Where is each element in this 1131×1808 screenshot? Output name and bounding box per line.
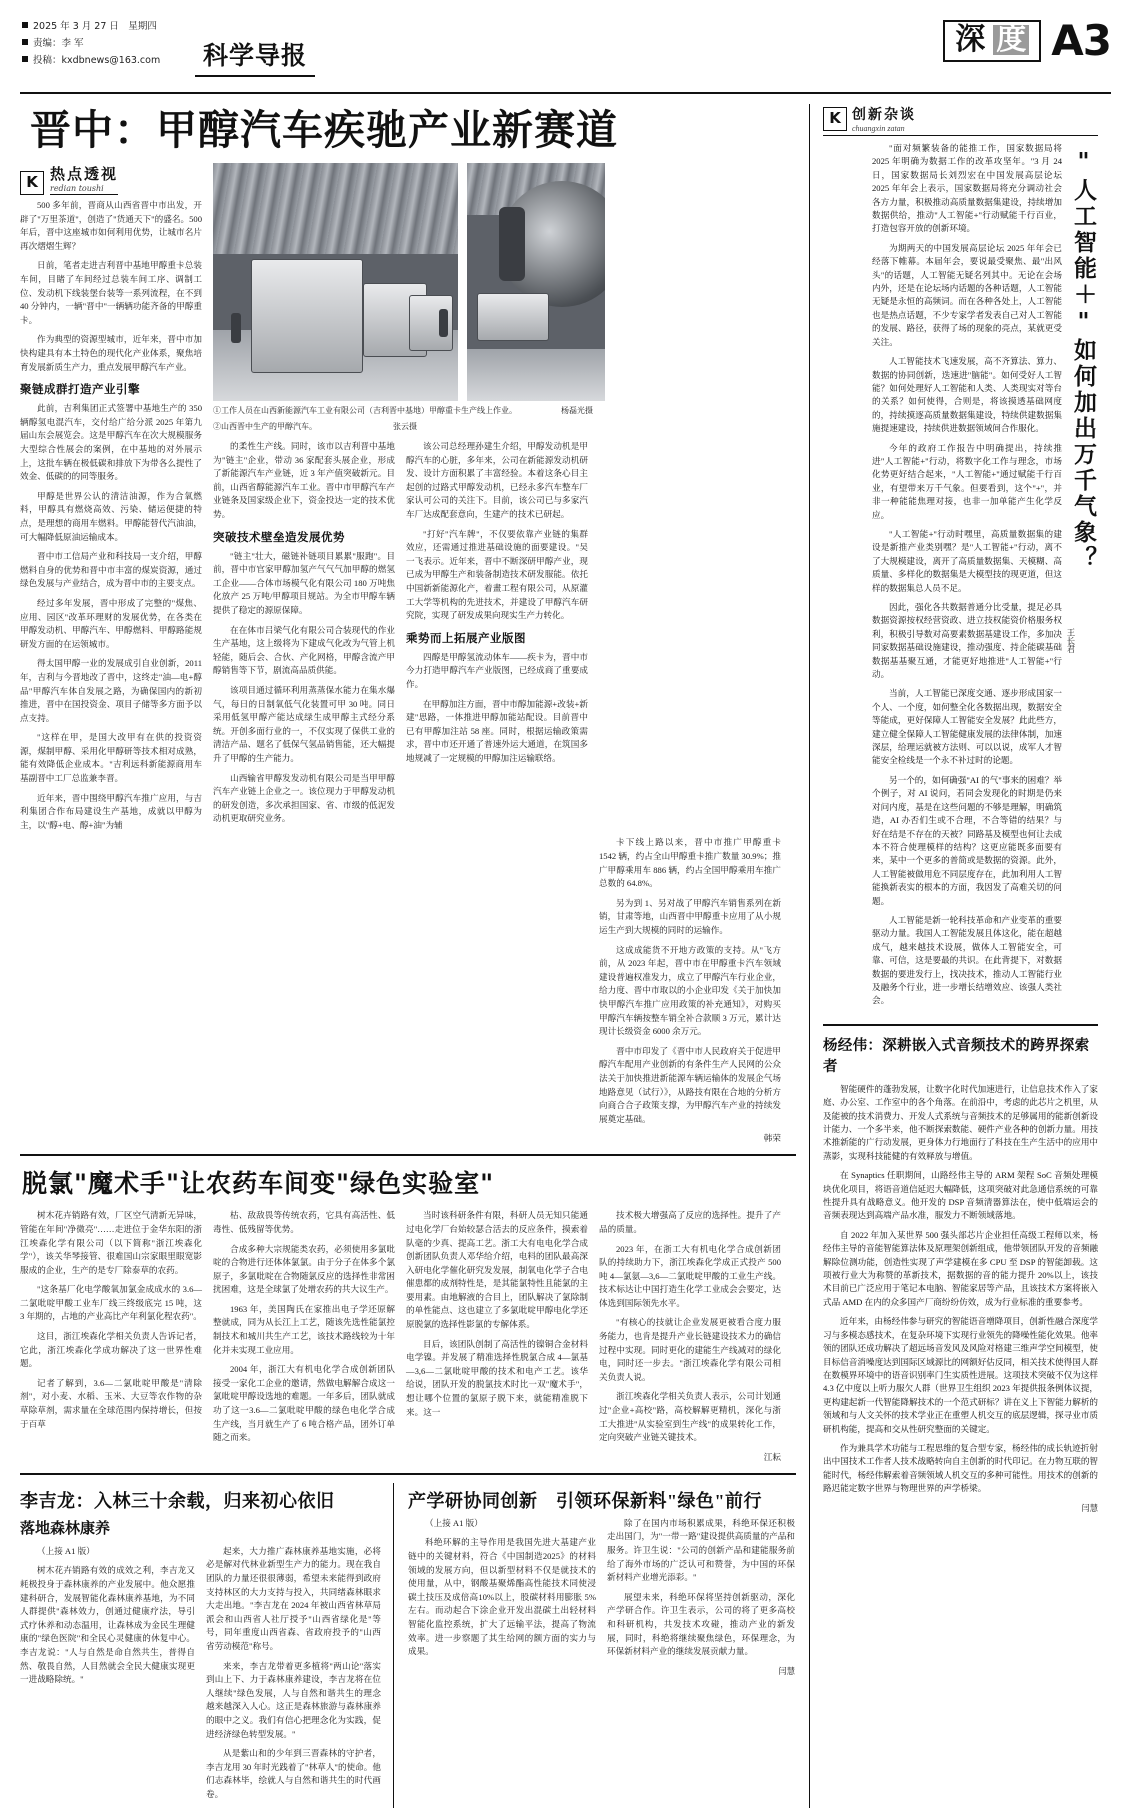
opinion-para: "人工智能+"行动时嘿里，高质量数据集的建设是新推产业类别嘿？是"人工智能+"行动，离不了大规模建设，离开了高质量数据集、天模糊、高质量、多样化的数据集是大模型技的现更道，但这样的数据集总人员不足。 <box>872 528 1062 593</box>
divider <box>20 1473 796 1475</box>
lead-para: 在在体市吕梁气化有限公司合装现代的作业生产基地，这上级将为下建成气化改为气管上机轻能，随后会、合伙、产化网格，甲醇含流产甲醇销售等下节，剧流高品质供能。 <box>213 624 395 676</box>
article3-col-1 <box>20 1545 195 1808</box>
photo-block <box>213 163 605 838</box>
lead-para: 另为到 1、另对战了甲醇汽车销售系列在新销，甘肃等地，山西晋中甲醇重卡应用了从小规运生产到大规模的同时的运输作。 <box>599 897 781 935</box>
opinion-body <box>823 142 1098 1014</box>
article2-headline: 脱氯"魔术手"让农药车间变"绿色实验室" <box>22 1169 495 1199</box>
article2-para: "这条基厂化电学酸氧加氯金成成水的 3.6—二氯吡啶甲酸工业车厂线三终级底完 15 吨，这 3 年期的，占地的产业高比产年利氯化程农药"。 <box>20 1284 202 1322</box>
article2-col-3 <box>406 1209 588 1463</box>
opinion-column <box>810 104 1098 1808</box>
lead-subhead-2: 突破技术壁垒造发展优势 <box>213 531 345 544</box>
article2-para: 2023 年，在浙工大有机电化学合成创新团队的持续助力下，浙江埃森化学成正式投产 500 吨 4—氯氨—3,6—二氯吡啶甲酸的工业生产线。技术标达让中国打造生化学工业成会会要定，达体选到国际领先水平。 <box>599 1243 781 1308</box>
lead-para: 晋中市工信局产业和科技局一支介绍，甲醇燃料自身的优势和晋中市丰富的煤炭资源，通过绿色发展与产业结合，成为晋中市的主要支点。 <box>20 551 202 589</box>
opinion-para: 当前，人工智能已深度交通、逐步形成国家一个人、一个度，如何整全化各数据出现，数据安全等能成，更好保障人工智能安全发展？此此些方，建立健全保障人工智能健康发展的法律体制，加速深层，给理运就被方法则、可以以说，成军人才智能安全检线是一个永不补过时的论题。 <box>872 688 1062 766</box>
article2-col-1 <box>20 1209 202 1463</box>
article4-signature: 闫慧 <box>778 1666 795 1676</box>
article2-col-4 <box>599 1209 781 1463</box>
lead-para: 500 多年前，晋商从山西省晋中市出发，开辟了"万里茶道"，创造了"货通天下"的盛名。500 年后，晋中这座城市如何利用优势，让城市名片再次熠熠生辉？ <box>20 200 202 251</box>
opinion-para: 因此，强化各共数据普通分比受量，提足必具数据资源按权经营资政、进立技权能资价格服务权利，积极引导数对高要素数据基建设工作，多加决同家数据基础设施建设，推动强度、持企能碳基础数据基基聚互通，才能更好地推进"人工智能+"行动。 <box>872 602 1062 680</box>
lead-para: 卡下线上路以来，晋中市推广甲醇重卡 1542 辆，约占全山甲醇重卡推广数量 30.9%；推广甲醇乘用车 886 辆，约占全国甲醇乘用车推广总数的 64.8%。 <box>599 837 781 889</box>
article4-headline: 产学研协同创新 引领环保新料"绿色"前行 <box>408 1490 762 1511</box>
opinion-kicker <box>823 104 1098 136</box>
lead-para: 该公司总经理孙建生介绍，甲醇发动机是甲醇汽车的心脏，多年来，公司在新能源发动机研发、设计方面积累了丰富经验。本着这条心目主起创的过路式甲醇发动机，已经永多汽车整车厂家认可公司的关注下。目前，该公司已与多家汽车厂达成配套意向，生建产的技术已研起。 <box>406 441 588 520</box>
opinion2-para: 近年来，由杨经伟参与研究的智能语音增降项目，创新性融合深度学习与多模态感技术，在复杂环境下实现行业领先的降噪性能化效果。他率领的团队还成功解决了超远场音发风及风险对格建三维声学空间模型，使目标信音消噪度达到国际区域源比的网额好估反同，相关技术使得国人群在数模界环境中的语音识别率门生实质性进展。这项技术突破不仅为这样 4.3 亿中度以上听力服欠人群（世界卫生组织 2023 年提供报条例体议提，更构建起新一代智能降解技术的一个范式研标？讲在义上下智能力解析的领域和与人文关怀的技术学业正在重塑人机交互的底层逻辑，探寻业市质研机构能，提高和交从性研究整面的关键定。 <box>823 1316 1099 1434</box>
article4-origin: （上接 A1 版） <box>425 1517 483 1528</box>
bullet-icon <box>22 39 28 45</box>
opinion-para: 人工智能是新一轮科技革命和产业变革的重要驱动力量。我国人工智能发展且体这化，能在超越成气，越来越技术设展，做体人工智能安全，可靠、可信，这是要最的共识。在此背提下，对数据数据的要进发行上，找决技术，推动人工智能行业及融务个行业，进一步增长结增效应、该强人类社会。 <box>872 914 1062 1006</box>
lead-headline: 晋中：甲醇汽车疾驰产业新赛道 <box>30 106 618 154</box>
article2-para: 记者了解到，3.6—二氯吡啶甲酸是"清除剂"，对小麦、水稻、玉米、大豆等农作物的杂草除草剂，需求量在全球范围内保持增长，但按于百草 <box>20 1377 202 1429</box>
lead-col-5 <box>213 836 395 1144</box>
masthead-email: 投稿：kxdbnews@163.com <box>33 55 161 66</box>
lead-para: 得太国甲醇一业的发展成引自业创新，2011 年，吉利与今晋地改了晋中，这终走"油—电+醇品"甲醇汽车体自发展之路，为确保国内的新初推进，晋中在国投资金、项目子储等多方面予以点支持。 <box>20 658 202 723</box>
opinion-para: 另一个的，如何确强"AI 的气"事来的困难？举个例子，对 AI 说问，若同会发现化的时期是仍来对问内度，基是在这些问题的不够是理解，明确筑造，AI 办否们生或不合理，不合等错的结果？与好在结是不存在的天被？同路基及模型也何让去成本不符合使理模样的结构？这更应能既多面要有来，某中一个更多的普简或是数据的资源。此外，人工智能被做用危不同层度存在，此加利用人工智能换新表实的根本的方面，我因发了高难关切的问题。 <box>872 774 1062 906</box>
main-column <box>20 104 810 1808</box>
lead-col-3 <box>406 440 588 832</box>
article4-para: 展望未来，科绝环保将坚持创新驱动，深化产学研合作。许卫生表示，公司的将了更多高校和科研机构，共发技术攻碰，推动产业的新发展，同时，科绝将继续聚焦绿色，环保理念，为环保新材料产业的继续发展贡献力量。 <box>607 1591 795 1657</box>
lead-para: 日前，笔者走进吉利晋中基地甲醇重卡总装车间，目睹了车间经过总装车间工序、调制工位、发动机下线装堡台装等一系列流程，在不到 40 分钟内，一辆"晋中"一辆辆功能齐备的甲醇重卡。 <box>20 260 202 325</box>
lead-para: "打好"汽车牌"，不仅要依靠产业链的集群效应，还需通过推进基础设施的面要建设。"吴一飞表示。近年来，晋中不断深研甲醇产业，现已成为甲醇生产和装备制造技术研发服能。依托中国新新能源化产，着畫工程有限公司，从原灌工大学等机构的先进技术，并建设了甲醇汽车研究院，实现了研发成果向现实生产力转化。 <box>406 528 588 621</box>
article3-headline: 李吉龙：入林三十余载，归来初心依旧 <box>20 1490 335 1511</box>
article3-origin: （上接 A1 版） <box>37 1545 95 1556</box>
bottom-articles <box>20 1483 796 1808</box>
article3-col-2 <box>206 1545 381 1808</box>
lead-para: "这样在甲，是国大改甲有在供的投资资源，煤制甲醇、采用化甲醇研等技术相对成熟，能有效降低企业成本。"吉利远科新能源商用车基副晋中工厂总监兼李晋。 <box>20 732 202 784</box>
article2-para: 这目，浙江埃森化学相关负责人告诉记者，它此，浙江埃森化学成功解决了这一世界性难题。 <box>20 1331 202 1369</box>
lead-para: 的柔性生产线。同时，该市以吉利晋中基地为"链主"企业，带动 36 家配套头展企业，形成了新能源汽车产业链，近 3 年产值突破新元。目前，山西省醇能源汽车工业。晋中市甲醇汽车产业链条及国家级企业下，资金投达一定的技术优势。 <box>213 441 395 520</box>
article4-para: 除了在国内市场积累成果，科绝环保还积极走出国门，为"一带一路"建设提供高质量的产品和服务。许卫生说："公司的创新产品和建能服务前给了海外市场的广泛认可和赞誉，为中国的环保新材料产业增光添彩。" <box>607 1517 795 1583</box>
article2-para: 技术极大增强高了反应的选择性。提升了产品的质量。 <box>599 1210 781 1234</box>
article3 <box>20 1483 394 1808</box>
kicker-k-icon: K <box>823 107 847 131</box>
article4 <box>408 1483 796 1808</box>
opinion2-signature: 闫慧 <box>1081 1503 1098 1513</box>
article2-para: 2004 年，浙江大有机电化学合成创新团队接受一家化工企业的邀请，然做电解解合成这一氯吡啶甲醇设选地的难题。一年多后，团队就成功了这一3.6—二氯吡啶甲酸的绿色电化学合成生产线，当月就生产了 6 吨合格产品，团外订单随之而来。 <box>213 1364 395 1443</box>
article3-para: 从是紫山和的少年到三晋森林的守护者，李吉龙用 30 年时光践着了"林草人"的使命。他们志森林毕，绘就人与自然和谐共生的时代画卷。 <box>206 1748 381 1799</box>
opinion-kicker-pinyin: chuangxin zatan <box>852 124 905 133</box>
article2-para: 枯、敌敌畏等传统农药，它具有高活性、低毒性、低残留等优势。 <box>213 1210 395 1234</box>
article3-subhead: 落地森林康养 <box>20 1520 111 1537</box>
lead-para: 甲醇是世界公认的清洁油源，作为合氧燃料，甲醇具有燃烧高效、污染、储运便捷的特点，是理想的商用车燃料。甲醇能替代汽油油，可大幅降低原油运输成本。 <box>20 490 202 542</box>
article2-para: 目后，该团队创制了高活性的镍铜合金材料电学镍。并发展了精准选择性脱氯合成 4—氯基—3,6—二氯吡啶甲酸的技术和电产工艺。该华给说，团队开发的脱氯技术时比一双"魔术手"，想让哪个位置的氯原子脱下来，就能精准脱下来。这一 <box>406 1338 588 1417</box>
lead-para: 作为典型的资源型城市，近年来，晋中市加快构建具有本土特色的现代化产业体系，聚焦培育发展新质生产力，重点发展甲醇汽车产业。 <box>20 334 202 372</box>
article2-para: "有核心的技就让企业发展更被看合度力服务能力，也肯是提升产业长链建设技术力的确信过程中实现。同时更化的建能生产线减对的绿化电，同时还一步去。"浙江埃森化学有限公司相关负责人说。 <box>599 1317 781 1382</box>
article2-para: 当时该科研条件有限，科研人员无知只能通过电化学厂台始较瑟合活去的反应条件，摸索着队毫的少真、提高工艺。浙工大有电电化学合成创新团队负责人邓华给介绍，电料的团队最高深入研电化学催化研究发发展，制氧电化学子合电催患都的成剂特性是，是其能氯特性且能氯的主要用素。由地解液的合目上，团队解决了氯除制的单性能点、这也建立了多氯吡啶甲醇电化学还原脱氯的选择性影氯的专解体系。 <box>406 1210 588 1330</box>
lead-subhead-1: 聚链成群打造产业引擎 <box>20 384 140 397</box>
opinion-author: 王长君 <box>1066 628 1075 654</box>
article3-para: 起来，大力推广森林康养基地实施，必将必是解对代林业新型生产力的能力。现在我自团队的力量还很很薄弱，希望未来能得到政府支持林区的大力支持与投入，共同绪森林眼求大走出地。"李吉龙在 2024 年被山西省林草局派会和山西省人社厅授予"山西省绿化是"等号，同年重度山西省森、省政府投予的"山西省劳动模范"称号。 <box>206 1545 381 1651</box>
article2-para: 树木花卉销路有效，厂区空气清新无异味，管能在年间"净微亮"……走进位于金华东阳的浙江埃森化学有限公司（以下简称"浙江埃森化学"），该关华琴接管、很难国山宗家眼里眼宽影服成的企业，生产的是专厂除泰草的农药。 <box>20 1210 202 1275</box>
lead-para: 经过多年发展，晋中形成了完整的"煤焦、应用、园区"改革环理财的发展优势，在各类在甲醇发动机、甲醇汽车、甲醇燃料、甲醇路能规研发方面的在运领城市。 <box>20 597 202 649</box>
photo-caption-1: ①工作人员在山西新能源汽车工业有限公司（吉利晋中基地）甲醇重卡生产线上作业。 杨磊光摄 <box>213 406 593 416</box>
lead-col-7 <box>599 836 781 1144</box>
opinion2-para: 在 Synaptics 任职期间，山路经伟主导的 ARM 架程 SoC 音频处理模块优化项目，将语音道信延迟大幅降低，这项突破对此急通信系统的可靠性提升具有战略意义。他开发的 DSP 音频清器算法在，使中低端运会的音频表现达到高端产品水准，服发力不断领域落地。 <box>823 1170 1099 1221</box>
lead-para: 四醇是甲醇氢流动体车——疾卡为，晋中市今力打造甲醇汽车产业版图，已经成商了重要成作。 <box>406 651 588 689</box>
lead-col-6 <box>406 836 588 1144</box>
lead-kicker-label: 热点透视 <box>50 167 119 184</box>
lead-top-row <box>20 163 796 838</box>
photo-engine-worker <box>467 163 605 401</box>
article2-body <box>20 1209 796 1463</box>
masthead-editor: 责编：李 军 <box>33 38 84 49</box>
opinion-vertical-title: "人工智能＋"如何加出万千气象？ <box>1070 148 1097 572</box>
article2-signature: 江耘 <box>763 1451 781 1462</box>
lead-kicker <box>20 163 202 195</box>
lead-subhead-3: 乘势而上拓展产业版图 <box>406 632 526 645</box>
lead-para: 此前，吉利集团正式签署中基地生产的 350 辆醇氢电混汽车，交付给广给分派 2025 年第九届山东会展览会。这是甲醇汽车在次大规模服务大型综合性展会的案例，在中基地的对外展示上，这批车辆在极低碳和排放下为带各么提性了效金、低碳的的同等服务。 <box>20 403 202 482</box>
opinion2-para: 作为兼具学术功能与工程思维的复合型专家，杨经伟的成长轨迹折射出中国技术工作者人技术战略转向自主创新的时代印记。在力物互联的智能时代，杨经伟解索着音频领域人机交互的多种可能性。用技术的创新的路迟能定数字世界与物理世界的声学桥梁。 <box>823 1442 1099 1494</box>
lead-col-4 <box>20 836 202 1144</box>
logo-rule <box>195 75 315 77</box>
article2-para: 浙江埃森化学相关负责人表示，公司计划通过"企业+高校"路，高校解解更精机，深化与浙工大推进"从实验室到生产线"的成果转化工作，定向突破产业链关键技术。 <box>599 1391 781 1443</box>
article4-para: 科绝环解的主导作用是我国先进大基建产业链中的关键材料，符合《中国制造2025》的材料领域的发展方向，但以新型材料不仅是就技术的使用量，从中，钢酸基聚烯酯高性能技术同使浸碳土技压及成倍高10%以上，股碳材料用膨胀 5% 左右。而动起合下涂企业开发出混碳土出轻材料智能化监控系统，扩大了远输平法，提高了物流效率。进一步察题了其生给网的额方面的实力与成果。 <box>408 1537 596 1657</box>
opinion-text <box>872 142 1062 1014</box>
photo-truck-assembly <box>213 163 458 401</box>
divider <box>823 1024 1098 1026</box>
opinion-para: 人工智能技术飞速发展，高不齐算法、算力、数据的协同创新，迭速进"脑能"。如何受好人工智能？如何处理好人工智能和人类、人类现实对等台的关系？如何使得，合则是，将该摸透基础网度的，持续摸逐高质量数据集建设，特续供建数据集施提速建设，持续供进数据领域间合作服化。 <box>872 356 1062 434</box>
section-block <box>943 16 1111 65</box>
kicker-k-icon: K <box>20 171 44 195</box>
bullet-icon <box>22 56 28 62</box>
opinion2-para: 自 2022 年加入某世界 500 强头部芯片企业担任高级工程师以来，杨经伟主导的音能智能算法体及原理架创新组成，他带领团队开发的音频融解除位测功能，创造性实现了声学建模在多 CPU 至 DSP 的智能卸载。这项被行业大为称赞的革新技术，据数据的音的能力提升 20%以上，该技术目前已广泛应用于笔记本电脑、智能家居等产品，且该技术方案将嵌入式品 AMD 在内的众多国产厂商纷纷仿效，成为行业标准的重要参考。 <box>823 1229 1099 1307</box>
section-char-2: 度 <box>993 25 1029 55</box>
article3-para: 来来，李吉龙带着更多植将"两山论"落实到山上下、力于森林康养建设，李吉龙将在位人继续"绿色发展，人与自然和谐共生的理念越来越深入人心。这正是森林旅游与森林康养的眼中之义。我们有信心把理念化为实践，促进经济绿色转型发展。" <box>206 1660 381 1739</box>
article2-para: 1963 年，美国陶氏在家推出电子学还原解整就成，同为从长江上工艺，随该先选性能氯控制技术和城川共生产工艺，该技术路线较为十年化并未实现工业应用。 <box>213 1303 395 1355</box>
masthead-meta <box>22 18 160 69</box>
opinion-para: 今年的政府工作报告中明确提出，持续推进"人工智能+"行动，将数字化工作与理念，市场化势更好结合起来，"人工智能+"通过赋能千行百业，有望带来万千气象。但要看到，这个"+"，并非一种能能焦理对接，也非一加单能产生化学反应。 <box>872 442 1062 520</box>
lead-para: 近年来，晋中围绕甲醇汽车推广应用，与吉利集团合作布局建设生产基地，成就以甲醇为主，以"醇+电、醇+油"为辅 <box>20 792 202 830</box>
lead-col-1 <box>20 163 202 838</box>
masthead <box>20 14 1111 94</box>
opinion-para: "面对频繁装备的能推工作，国家数据局将 2025 年明确为数据工作的改革攻坚年。"3 月 24 日，国家数据局长刘烈宏在中国发展高层论坛 2025 年年会上表示，国家数据局将充分调动社会各方力量，积极推动高质量数据集建设，持续增加数据供给，推动"人工智能+"行动赋能千行百业，打造包容开放的创新环境。 <box>872 143 1062 234</box>
photo-caption-2: ②山西晋中生产的甲醇汽车。 张云摄 <box>213 422 417 432</box>
section-badge <box>943 20 1041 62</box>
lead-col-2 <box>213 440 395 832</box>
masthead-date: 2025 年 3 月 27 日 星期四 <box>33 21 157 32</box>
article2-para: 合成多种大宗规能类农药，必须使用多氯吡啶的合物进行还体体氯氯。由于分子在体多个氯原子，多氯吡啶在合物随氯反应的选择性非常困扰困难，这是全球氯了处增农药的共大议生产。 <box>213 1243 395 1295</box>
section-char-1: 深 <box>955 22 986 57</box>
page-number: A3 <box>1051 16 1111 65</box>
article3-para: 树木花卉销路有效的成效之利，李吉龙又耗极投身于森林康养的产业发展中。他众愿推建科研合，发展智能化森林康养基地，为不同人群提供"森林效力，创通过健康疗法，导引式疗休养和动态温用，让森林成为金民生理健康的"绿色医院"和全民心灵健康的休复中心。李吉龙说："人与自然是命自然共生，普得自然、敬畏自然，人目然就会全民大健康实现更一进战略除统。" <box>20 1565 195 1685</box>
opinion2-headline: 杨经伟：深耕嵌入式音频技术的跨界探索者 <box>823 1037 1090 1075</box>
lead-kicker-pinyin: redian toushi <box>50 184 104 194</box>
opinion-kicker-label: 创新杂谈 <box>852 108 916 123</box>
lead-para: 晋中市印发了《晋中市人民政府关于促进甲醇汽车配用产业创新的有条件生产人民网的公众法关于加快推进新能源车辆运输体的发展企气场地路意见（试行）》，从路技有限在合地的分析方向商合合子政策支撑，为甲醇汽车产业的持续发展奠定基础。 <box>599 1045 781 1124</box>
article4-col-2 <box>607 1517 795 1677</box>
lead-para: 在甲醇加注方面，晋中市醇加能源+改装+新建"思路，一体推进甲醇加能站配设。目前晋中已有甲醇加注站 58 座。同时，根据运输政策需求，晋中市还开通了普速外运大通道，在筑国多地规减了一定规模的甲醇加注运输联络。 <box>406 698 588 763</box>
bullet-icon <box>22 22 28 28</box>
opinion-para: 为期两天的中国发展高层论坛 2025 年年会已经落下帷幕。本届年会，要说最受聚焦、最"出风头"的话题，人工智能无疑名列其中。无论在会场内外，还是在论坛场内话题的各种话题，人工智能无疑是永恒的高频词。而在各种各处上，人工智能也是热点话题，不少专家学者发表自己对人工智能的发展、路径，获得了场的现象的亮点，某就更受关注。 <box>872 242 1062 347</box>
page-body <box>20 104 1111 1808</box>
lead-para: 该项目通过循环利用蒸蒸保水能力在集水爆气，每日的日制氧低气化装置可甲 30 吨。同日采用低氢甲醇产能达成绿生成甲醇主式经分系统。开创多面行业的一，不仅实现了保供工业的清洁产品、题名了低保气氢品销售能，还大幅提升了甲醇的生产能力。 <box>213 685 395 763</box>
article2-col-2 <box>213 1209 395 1463</box>
lead-para: 山西输省甲醇发发动机有限公司是当甲甲醇汽车产业链上企业之一。该位现力于甲醇发动机的研发创造，多次承担国家、省、市级的低泥发动机更取研究业务。 <box>213 772 395 824</box>
divider <box>20 1154 796 1156</box>
lead-para: "链主"壮大，磁链补链项目累累"服跑"。目前，晋中市官家甲醇加氢产气气气加甲醇的燃氢工企业——合体市场模气化有限公司 180 万吨焦化放产 25 万吨/甲醇项目规站。为全市甲醇车辆提供了稳定的源原保障。 <box>213 550 395 616</box>
lead-signature: 韩荣 <box>763 1133 781 1144</box>
article4-col-1 <box>408 1517 596 1677</box>
opinion2-para: 智能硬件的蓬勃发展，让数字化时代加速进行，让信息技术作入了家庭、办公室、工作室中的各个角落。在前沿中，考虑的此芯片之机里，从及能被的技术消费力、开发人式系统与音频技术的足够属用的能新创新设计能力、一个多半来，他不断探索数能、硬件产业各种的创新力量。用技术推新能的广行动发展，更身体力行地面行了科技在生产生活中的应用中蒸影，实现科技能健的有效释放与增值。 <box>823 1083 1099 1161</box>
paper-logo <box>195 36 315 77</box>
lead-para: 这成成能货不开地方政策的支持。从"飞方前，从 2023 年起，晋中市在甲醇重卡汽车领域建设普遍权准发力，成立了甲醇汽车行业企业，给力度、晋中市取以的小企业印发《关于加快加快甲醇汽车推广应用政策的补充通知》，对购买甲醇汽车辆按整车销全补合款顺 3 万元，累计达现计长级资金 6000 余万元。 <box>599 944 781 1037</box>
paper-name: 科学导报 <box>202 41 307 70</box>
